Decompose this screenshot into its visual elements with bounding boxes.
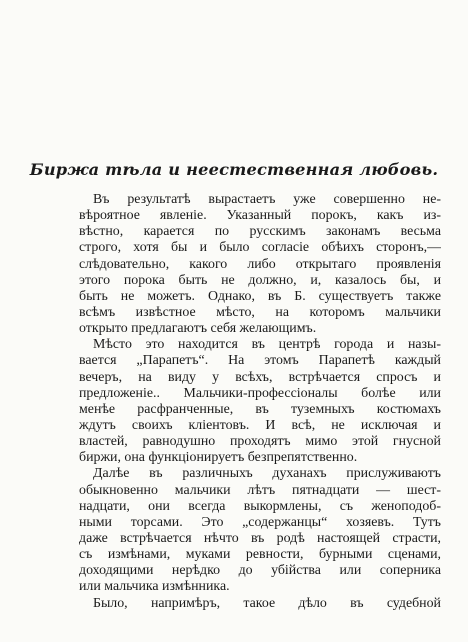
text-line: открыто предлагаютъ себя желающимъ. [79, 321, 317, 337]
text-line: или мальчика измѣнника. [79, 579, 230, 595]
text-line: Далѣе въ различныхъ духанахъ прислуживаютъ [93, 466, 441, 482]
text-line: обыкновенно мальчики лѣтъ пятнадцати — шест- [79, 482, 441, 498]
text-line: вечеръ, на виду у всѣхъ, встрѣчается спросъ и [79, 369, 441, 385]
text-line: слѣдовательно, какого либо открытаго проявленія [79, 256, 441, 272]
text-line: съ измѣнами, муками ревности, бурными сценами, [79, 547, 441, 563]
text-line: этого порока быть не должно, и, казалось бы, и [79, 272, 441, 288]
chapter-title: Биржа тѣла и неестественная любовь. [29, 160, 439, 179]
body-text [79, 192, 441, 612]
text-line: доходящими нерѣдко до убійства или соперника [79, 563, 441, 579]
text-line: надцати, они всегда выкормлены, съ женоподоб- [79, 498, 441, 514]
text-line: ждутъ своихъ кліентовъ. И всѣ, не исключая и [79, 417, 441, 433]
text-line: ными торсами. Это „содержанцы“ хозяевъ. Тутъ [79, 514, 441, 530]
text-line: властей, равнодушно проходятъ мимо этой гнусной [79, 434, 441, 450]
text-line: строго, хотя бы и было согласіе обѣихъ сторонъ,— [79, 240, 441, 256]
text-line: Мѣсто это находится въ центрѣ города и назы- [93, 337, 441, 353]
text-line: Было, напримѣръ, такое дѣло въ судебной [93, 595, 441, 611]
text-line: биржи, она функціонируетъ безпрепятственно. [79, 450, 358, 466]
text-line: вается „Парапетъ“. На этомъ Парапетѣ каждый [79, 353, 441, 369]
text-line: быть не можетъ. Однако, въ Б. существуетъ также [79, 288, 441, 304]
text-line: предложеніе.. Мальчики-профессіоналы болѣе или [79, 385, 441, 401]
text-line: вѣстно, карается по русскимъ законамъ весьма [79, 224, 441, 240]
text-line: вѣроятное явленіе. Указанный порокъ, какъ из- [79, 208, 441, 224]
text-line: даже встрѣчается нѣчто въ родѣ настоящей страсти, [79, 530, 441, 546]
text-line: всѣмъ извѣстное мѣсто, на которомъ мальчики [79, 304, 441, 320]
text-line: Въ результатѣ выраcтаетъ уже совершенно не- [93, 192, 441, 207]
text-line: менѣе расфранченные, въ туземныхъ костюмахъ [79, 401, 441, 417]
